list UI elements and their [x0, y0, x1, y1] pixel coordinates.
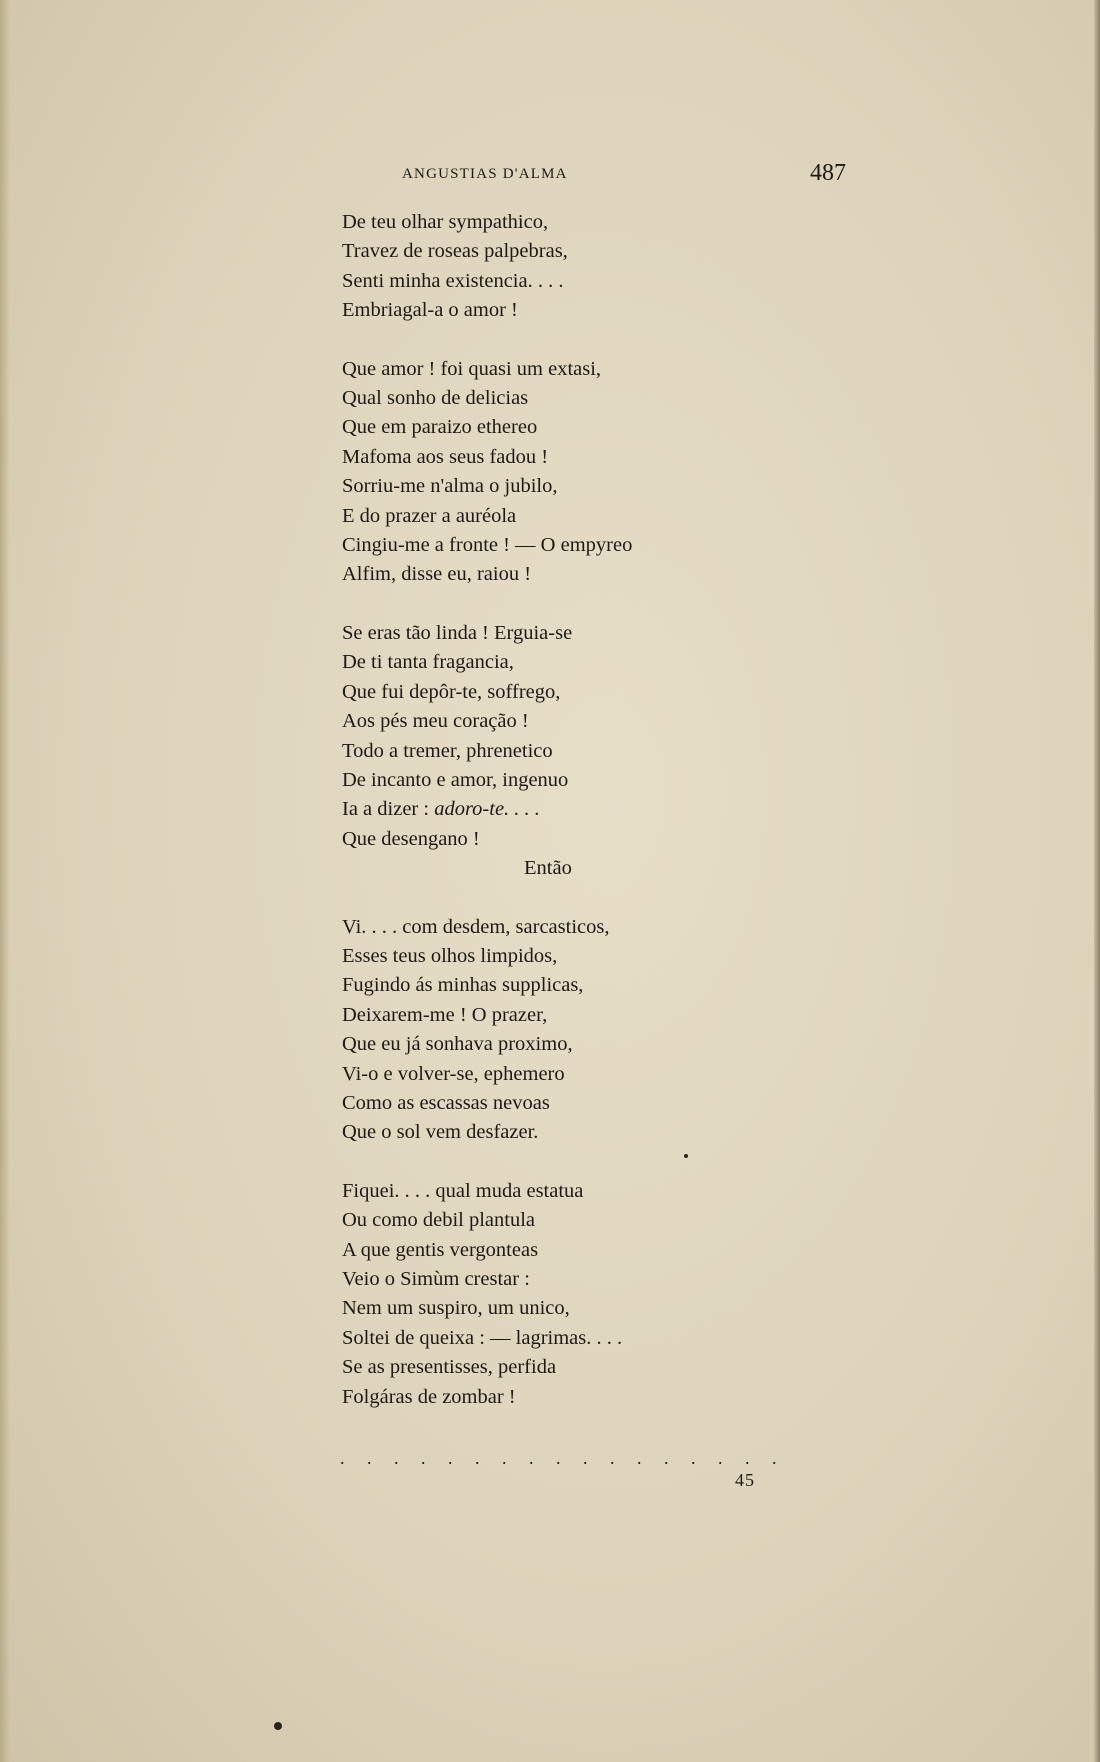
verse-line: Aos pés meu coração !: [342, 710, 529, 733]
verse-line: Soltei de queixa : — lagrimas. . . .: [342, 1326, 623, 1349]
verse-line: Embriagal-a o amor !: [342, 299, 518, 322]
verse-line: Mafoma aos seus fadou !: [342, 445, 549, 468]
page-left-edge-shadow: [0, 0, 10, 1762]
verse-line: Que em paraizo ethereo: [342, 416, 538, 439]
verse-line-indented: Então: [524, 857, 572, 880]
page-number: 487: [810, 160, 846, 186]
verse-line: De incanto e amor, ingenuo: [342, 768, 569, 791]
verse-line: Todo a tremer, phrenetico: [342, 739, 553, 762]
verse-line: E do prazer a auréola: [342, 504, 517, 527]
verse-line: Veio o Simùm crestar :: [342, 1268, 530, 1290]
stanza-2: [342, 355, 722, 590]
verse-line: Se as presentisses, perfida: [342, 1356, 557, 1379]
verse-line: Travez de roseas palpebras,: [342, 240, 568, 263]
verse-line: Senti minha existencia. . . .: [342, 269, 564, 292]
verse-line: Que fui depôr-te, soffrego,: [342, 680, 561, 703]
verse-line: Sorriu-me n'alma o jubilo,: [342, 475, 558, 498]
verse-line: De teu olhar sympathico,: [342, 211, 549, 233]
verse-line: Folgáras de zombar !: [342, 1385, 516, 1408]
verse-line: Esses teus olhos limpidos,: [342, 944, 558, 967]
stanza-4: [342, 913, 722, 1148]
verse-line: Se eras tão linda ! Erguia-se: [342, 621, 573, 644]
verse-line: Vi. . . . com desdem, sarcasticos,: [342, 915, 610, 938]
stanza-1: [342, 208, 722, 326]
verse-line: Que amor ! foi quasi um extasi,: [342, 357, 602, 380]
poem-body: [342, 208, 722, 1441]
verse-line: Como as escassas nevoas: [342, 1091, 550, 1114]
verse-line: Que eu já sonhava proximo,: [342, 1033, 573, 1056]
verse-line: Qual sonho de delicias: [342, 387, 529, 410]
stanza-3: [342, 619, 722, 884]
stanza-5: [342, 1177, 722, 1412]
verse-line: De ti tanta fragancia,: [342, 651, 514, 674]
verse-line: Que o sol vem desfazer.: [342, 1121, 539, 1144]
verse-line: Alfim, disse eu, raiou !: [342, 563, 532, 586]
verse-line: Deixarem-me ! O prazer,: [342, 1003, 548, 1026]
signature-mark: 45: [735, 1470, 755, 1490]
verse-line: A que gentis vergonteas: [342, 1238, 539, 1261]
verse-line: Ou como debil plantula: [342, 1209, 535, 1232]
running-head: ANGUSTIAS D'ALMA: [402, 166, 568, 182]
verse-line: Nem um suspiro, um unico,: [342, 1297, 570, 1320]
verse-line: Cingiu-me a fronte ! — O empyreo: [342, 534, 633, 557]
ink-speck: [684, 1154, 688, 1158]
verse-line: Vi-o e volver-se, ephemero: [342, 1062, 565, 1085]
page-right-edge: [1094, 0, 1100, 1762]
verse-line: Fiquei. . . . qual muda estatua: [342, 1179, 584, 1202]
verse-line: Ia a dizer : adoro-te. . . .: [342, 798, 540, 821]
closing-dots: . . . . . . . . . . . . . . . . .: [340, 1448, 786, 1468]
ink-speck: [274, 1722, 282, 1730]
verse-line: Fugindo ás minhas supplicas,: [342, 974, 584, 997]
verse-line: Que desengano !: [342, 827, 480, 850]
